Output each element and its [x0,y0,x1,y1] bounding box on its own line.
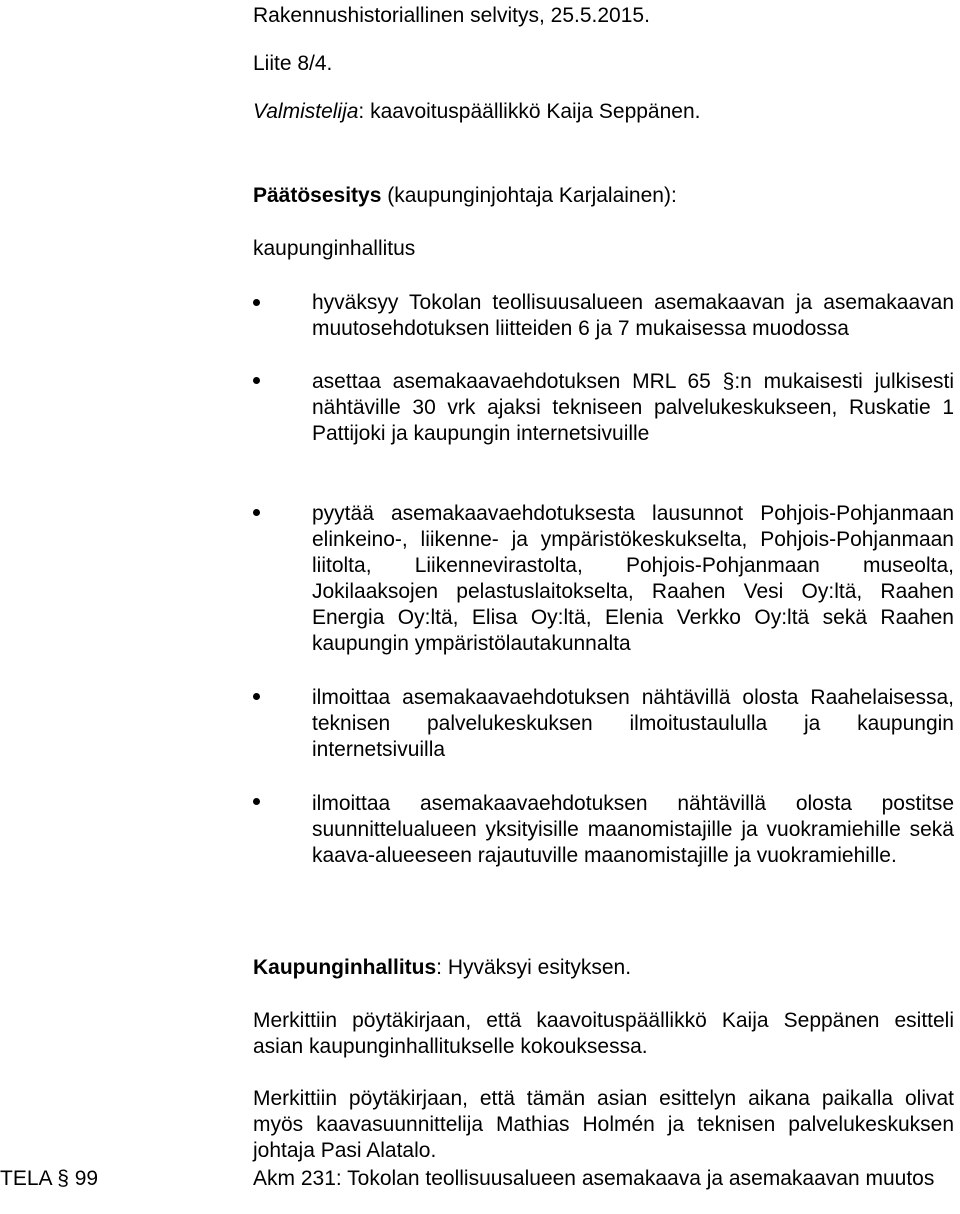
section-number: 99 [74,1167,99,1190]
bullet-dot [253,377,260,384]
bullet-dot [253,798,260,805]
bullet-dot [253,509,260,516]
bullet-dot [253,299,260,306]
minutes-paragraph: Merkittiin pöytäkirjaan, että kaavoituspäällikkö Kaija Seppänen esitteli asian kaupunginhallitukselle kokouksessa. [253,1009,954,1058]
decision-line [253,955,631,981]
list-item: pyytää asemakaavaehdotuksesta lausunnot Pohjois-Pohjanmaan elinkeino-, liikenne- ja ympäristökeskukselta, Pohjois-Pohjanmaan liitolta, Liikennevirastolta, Pohjois-Pohjanmaan museolta, Jokilaaksojen pelastuslaitokselta, Raahen Vesi Oy:ltä, Raahen Energia Oy:ltä, Elisa Oy:ltä, Elenia Verkko Oy:ltä sekä Raahen kaupungin ympäristölautakunnalta [312,502,954,655]
section-code: TELA [0,1167,52,1190]
bullet-dot [253,693,260,700]
decision-text: : Hyväksyi esityksen. [436,956,632,979]
list-item: asettaa asemakaavaehdotuksen MRL 65 §:n mukaisesti julkisesti nähtäville 30 vrk ajaksi tekniseen palvelukeskukseen, Ruskatie 1 Pattijoki ja kaupungin internetsivuille [312,370,954,445]
section-marker [0,1166,98,1192]
list-item: ilmoittaa asemakaavaehdotuksen nähtävillä olosta postitse suunnittelualueen yksityisille maanomistajille ja vuokramiehille sekä kaava-alueeseen rajautuville maanomistajille ja vuokramiehille. [312,792,954,867]
list-item: hyväksyy Tokolan teollisuusalueen asemakaavan ja asemakaavan muutosehdotuksen liitteiden 6 ja 7 mukaisessa muodossa [312,291,954,340]
decision-label: Kaupunginhallitus [253,956,437,979]
proposal-body: kaupunginhallitus [253,237,416,260]
proposal-label: Päätösesitys [253,184,382,207]
minutes-paragraph: Merkittiin pöytäkirjaan, että tämän asian esittelyn aikana paikalla olivat myös kaavasuunnittelija Mathias Holmén ja teknisen palvelukeskuksen johtaja Pasi Alatalo. [253,1087,954,1162]
report-reference: Rakennushistoriallinen selvitys, 25.5.2015. [253,4,650,27]
proposal-heading [253,183,677,209]
next-item-title: Akm 231: Tokolan teollisuusalueen asemakaava ja asemakaavan muutos [253,1167,935,1190]
preparer-label: Valmistelija [253,100,359,123]
preparer-value: : kaavoituspäällikkö Kaija Seppänen. [358,100,701,123]
section-sign: § [57,1167,69,1190]
attachment-reference: Liite 8/4. [253,52,333,75]
list-item: ilmoittaa asemakaavaehdotuksen nähtävillä olosta Raahelaisessa, teknisen palvelukeskuksen ilmoitustaululla ja kaupungin internetsivuilla [312,686,954,761]
proposal-suffix: (kaupunginjohtaja Karjalainen): [381,184,677,207]
preparer-line [253,99,700,125]
